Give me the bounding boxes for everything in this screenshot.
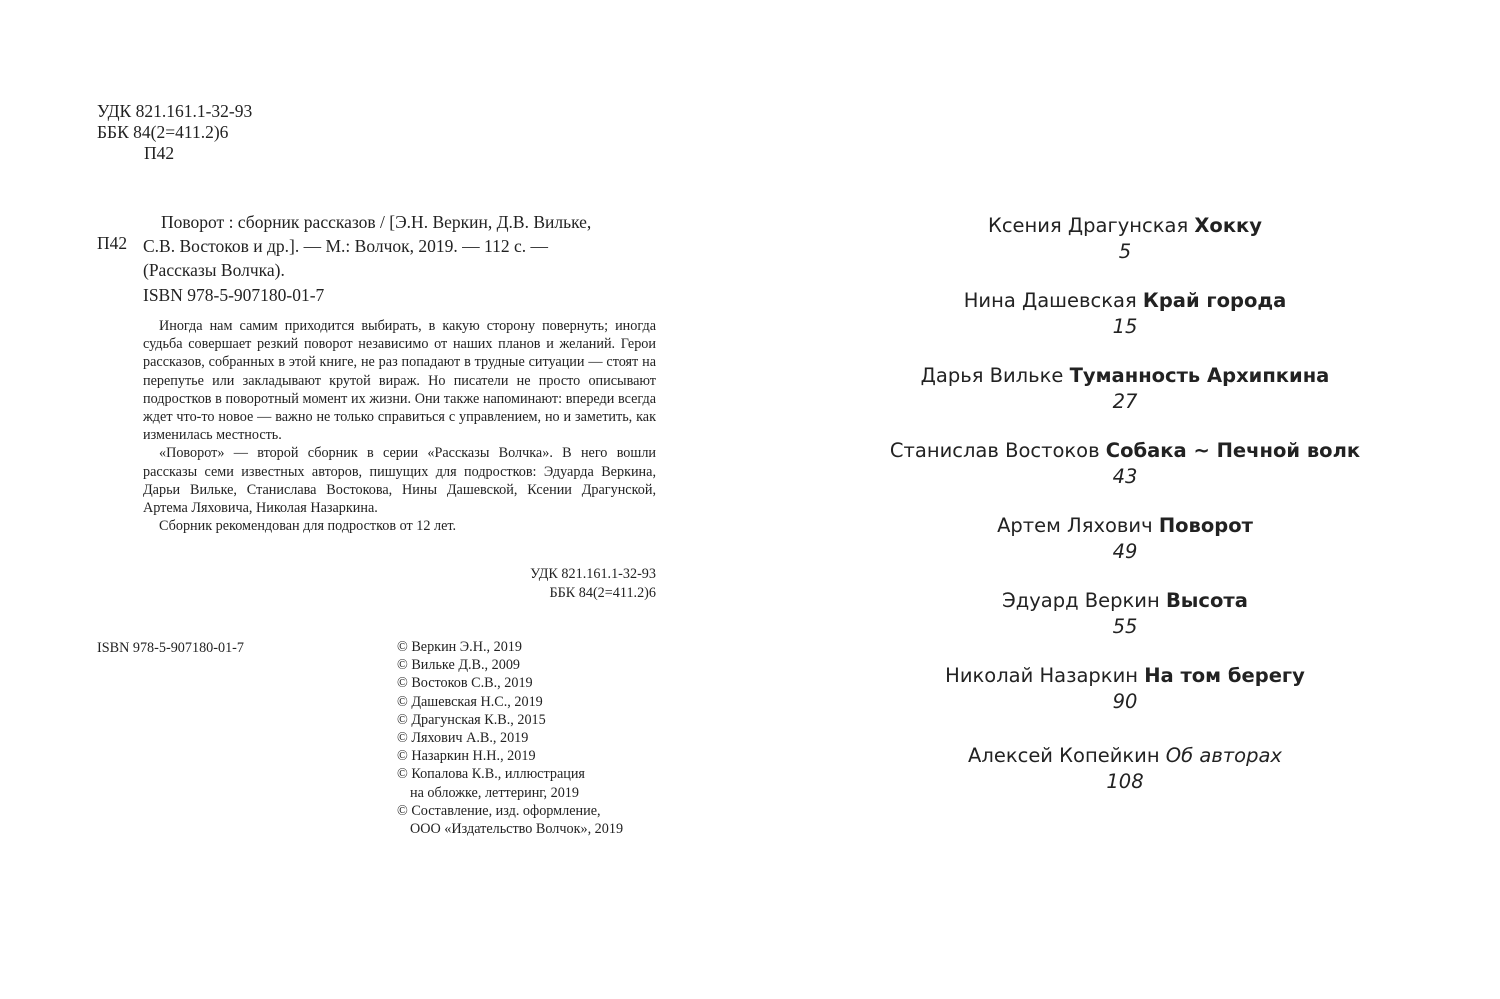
toc-author: Нина Дашевская	[963, 289, 1137, 312]
toc-title: Хокку	[1194, 214, 1263, 237]
toc-entry[interactable]	[750, 213, 1500, 265]
annotation	[143, 317, 656, 535]
bibliographic-record	[143, 210, 656, 282]
copyright-line: © Копалова К.В., иллюстрация	[397, 766, 585, 783]
annotation-paragraph: Иногда нам самим приходится выбирать, в какую сторону повернуть; иногда судьба совершает резкий поворот независимо от наших планов и желаний. Герои рассказов, собранных в этой книге, не раз попадают в трудные ситуации — стоят на перепутье или закладывают крутой вираж. Но писатели не просто описывают подростков в поворотный момент их жизни. Они также напоминают: впереди всегда ждет что-то новое — важно не только справиться с управлением, но и заметить, как изменилась местность.	[143, 318, 656, 444]
toc-page-number: 49	[1112, 540, 1138, 563]
bib-line-3: (Рассказы Волчка).	[143, 260, 285, 280]
bbk-code: ББК 84(2=411.2)6	[97, 122, 229, 142]
copyright-line: © Веркин Э.Н., 2019	[397, 639, 522, 655]
copyright-list	[397, 638, 623, 838]
udk-code: УДК 821.161.1-32-93	[97, 101, 253, 121]
copyright-line: © Востоков С.В., 2019	[397, 675, 533, 692]
toc-author: Алексей Копейкин	[968, 744, 1160, 767]
toc-title: Туманность Архипкина	[1069, 364, 1330, 387]
toc-page-number: 55	[1112, 615, 1138, 638]
toc-page-number: 27	[1112, 390, 1138, 413]
classification-codes	[97, 101, 252, 164]
toc-title: На том берегу	[1144, 664, 1305, 687]
contents-page	[750, 0, 1500, 999]
toc-page-number: 90	[1112, 690, 1138, 713]
isbn-main: ISBN 978-5-907180-01-7	[143, 285, 325, 305]
copyright-line: © Драгунская К.В., 2015	[397, 711, 546, 728]
toc-entry[interactable]	[750, 588, 1500, 640]
toc-author: Дарья Вильке	[920, 364, 1064, 387]
toc-author: Артем Ляхович	[997, 514, 1153, 537]
toc-entry[interactable]	[750, 363, 1500, 415]
bbk-code-right: ББК 84(2=411.2)6	[549, 584, 656, 601]
toc-page-number: 108	[1106, 770, 1144, 793]
copyright-line: ООО «Издательство Волчок», 2019	[410, 821, 624, 838]
toc-author: Эдуард Веркин	[1002, 589, 1160, 612]
copyright-line: © Назаркин Н.Н., 2019	[397, 748, 536, 765]
copyright-line: на обложке, леттеринг, 2019	[410, 784, 579, 801]
toc-title: Поворот	[1158, 514, 1253, 537]
toc-entry[interactable]	[750, 743, 1500, 795]
toc-author: Станислав Востоков	[889, 439, 1100, 462]
toc-page-number: 5	[1118, 240, 1132, 263]
toc-entry[interactable]	[750, 513, 1500, 565]
copyright-line: © Вильке Д.В., 2009	[397, 657, 521, 674]
annotation-paragraph: Сборник рекомендован для подростков от 12 лет.	[159, 518, 457, 535]
toc-author: Николай Назаркин	[945, 664, 1138, 687]
author-mark-side: П42	[97, 233, 128, 253]
author-mark: П42	[144, 143, 175, 163]
copyright-line: © Составление, изд. оформление,	[397, 802, 601, 819]
bib-line-1: Поворот : сборник рассказов / [Э.Н. Веркин, Д.В. Вильке,	[161, 212, 592, 232]
toc-entry[interactable]	[750, 438, 1500, 490]
isbn-bottom: ISBN 978-5-907180-01-7	[97, 640, 244, 656]
udk-code-right: УДК 821.161.1-32-93	[530, 566, 656, 582]
copyright-line: © Дашевская Н.С., 2019	[397, 693, 543, 710]
toc-title: Об авторах	[1165, 744, 1282, 767]
toc-title: Край города	[1142, 289, 1287, 312]
toc-title: Высота	[1165, 589, 1248, 612]
annotation-paragraph: «Поворот» — второй сборник в серии «Рассказы Волчка». В него вошли рассказы семи известных авторов, пишущих для подростков: Эдуарда Веркина, Дарьи Вильке, Станислава Востокова, Нины Дашевской, Ксении Драгунской, Артема Ляховича, Николая Назаркина.	[143, 445, 656, 517]
toc-author: Ксения Драгунская	[987, 214, 1189, 237]
bib-line-2: С.В. Востоков и др.]. — М.: Волчок, 2019. — 112 с. —	[143, 236, 549, 256]
toc-page-number: 15	[1112, 315, 1138, 338]
copyright-line: © Ляхович А.В., 2019	[397, 730, 529, 747]
toc-page-number: 43	[1112, 465, 1138, 488]
classification-codes-right	[400, 565, 656, 602]
toc-entry[interactable]	[750, 288, 1500, 340]
toc-title: Собака ~ Печной волк	[1105, 439, 1361, 462]
toc-entry[interactable]	[750, 663, 1500, 715]
